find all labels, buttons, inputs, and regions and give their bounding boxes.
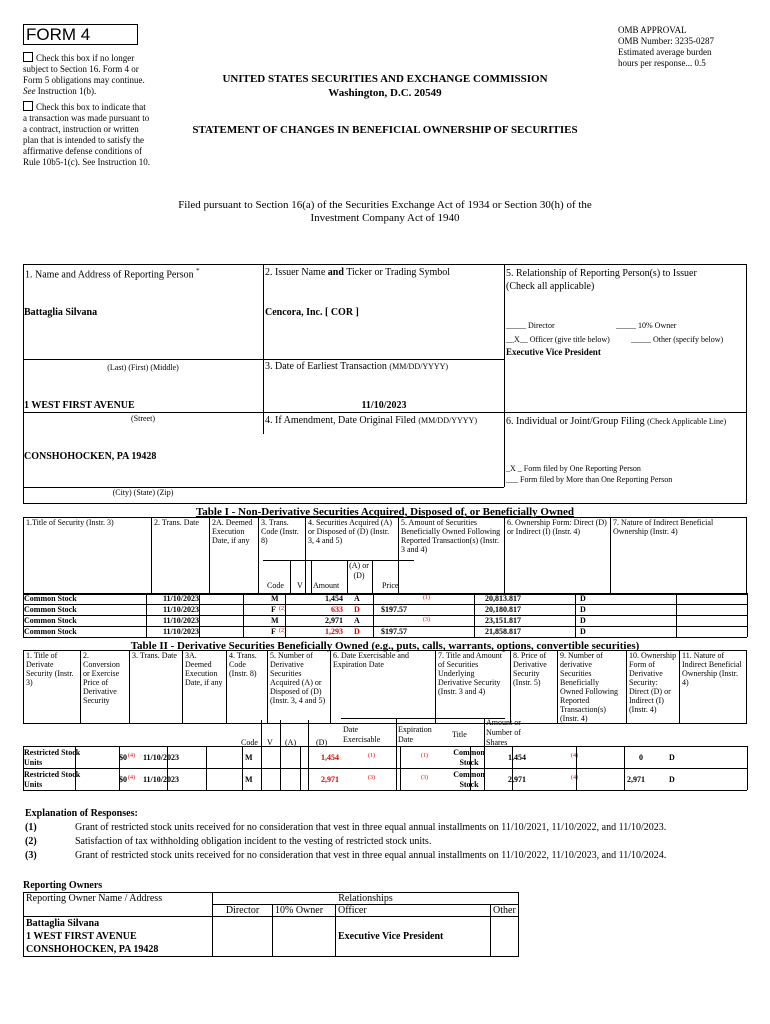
- sec-name: UNITED STATES SECURITIES AND EXCHANGE COMMISSION: [222, 73, 548, 85]
- row-price-footnote: (3): [423, 617, 430, 623]
- street-label: (Street): [131, 414, 155, 423]
- table2-title: Table II - Derivative Securities Beneficially Owned (e.g., puts, calls, warrants, options, convertible securities): [130, 640, 640, 652]
- t1-col-owned: 5. Amount of Securities Beneficially Owned Following Reported Transaction(s) (Instr. 3 and 4): [399, 518, 505, 595]
- row-disposed: 2,971: [321, 775, 339, 784]
- checkbox-no-longer-subject[interactable]: Check this box if no longer subject to Section 16. Form 4 or Form 5 obligations may continue. See Instruction 1(b).: [23, 53, 145, 96]
- omb-title: OMB APPROVAL: [618, 25, 687, 35]
- row-code: M: [271, 594, 279, 603]
- box2-label: 2. Issuer Name and Ticker or Trading Symbol: [265, 267, 451, 278]
- row-price-footnote: (4): [128, 775, 135, 781]
- row-code: M: [271, 616, 279, 625]
- t2-col-underlying: 7. Title and Amount of Securities Underlying Derivative Security (Instr. 3 and 4): [436, 651, 511, 724]
- statement-title: STATEMENT OF CHANGES IN BENEFICIAL OWNERSHIP OF SECURITIES: [192, 124, 578, 136]
- row-date: 11/10/2023: [143, 753, 180, 762]
- t2-col-nature: 11. Nature of Indirect Beneficial Ownership (Instr. 4): [680, 651, 747, 724]
- row-title: Common Stock: [24, 594, 77, 603]
- row-underlying-title: Common Stock: [453, 748, 485, 767]
- row-form: D: [669, 753, 675, 762]
- owner-address-cell: [24, 917, 213, 957]
- t2-col-form: 10. Ownership Form of Derivative Security: Direct (D) or Indirect (I) (Instr. 4): [627, 651, 680, 724]
- row-title: Common Stock: [24, 616, 77, 625]
- row-code: F: [271, 605, 276, 614]
- t1-sub-code: Code: [267, 581, 284, 590]
- row-owned: 23,151.817: [485, 616, 521, 625]
- row-form: D: [580, 616, 586, 625]
- row-underlying-amount: 2,971: [508, 775, 526, 784]
- row-exercisable: (3): [368, 775, 375, 781]
- row-underlying-title: Common Stock: [453, 770, 485, 789]
- owner-street: 1 WEST FIRST AVENUE: [26, 931, 137, 942]
- row-form: D: [669, 775, 675, 784]
- officer-title: Executive Vice President: [506, 347, 601, 357]
- t2-sub-d: (D): [316, 738, 328, 747]
- t1-col-code: 3. Trans. Code (Instr. 8): [259, 518, 306, 595]
- row-owned: 21,858.817: [485, 627, 521, 636]
- explanation-item: [25, 850, 760, 864]
- row-form: D: [580, 627, 586, 636]
- row-owned: 2,971: [627, 775, 645, 784]
- t2-sub-expiration: Expiration Date: [398, 725, 432, 744]
- row-exercisable: (1): [368, 753, 375, 759]
- row-price: $0: [119, 753, 127, 762]
- sec-city: Washington, D.C. 20549: [328, 87, 442, 99]
- explanation-item: [25, 836, 760, 850]
- row-expiration: (3): [421, 775, 428, 781]
- owner-officer: Executive Vice President: [336, 917, 491, 957]
- box4-label: 4. If Amendment, Date Original Filed (MM/DD/YYYY): [265, 415, 477, 426]
- t2-sub-amount: Amount or Number of Shares: [486, 718, 521, 747]
- filing-more: ___ Form filed by More than One Reporting Person: [506, 475, 673, 484]
- row-expiration: (1): [421, 753, 428, 759]
- omb-burden: Estimated average burden: [618, 47, 712, 57]
- t1-col-title: 1.Title of Security (Instr. 3): [24, 518, 152, 595]
- owner-name: Battaglia Silvana: [26, 918, 100, 929]
- city-line: CONSHOHOCKEN, PA 19428: [24, 451, 157, 462]
- row-aord: A: [354, 616, 360, 625]
- row-amount: 2,971: [325, 616, 343, 625]
- row-owned: 20,813.817: [485, 594, 521, 603]
- omb-number: OMB Number: 3235-0287: [618, 36, 714, 46]
- checkbox-10b5-1[interactable]: Check this box to indicate that a transaction was made pursuant to a contract, instruction or written plan that is intended to satisfy the affirmative defense conditions of Rule 10b5-1(c). See Instruction 10.: [23, 102, 150, 167]
- row-price: $197.57: [381, 605, 407, 614]
- t1-col-nature: 7. Nature of Indirect Beneficial Ownership (Instr. 4): [611, 518, 747, 595]
- t2-col-number: 5. Number of Derivative Securities Acquired (A) or Disposed of (D) (Instr. 3, 4 and 5): [268, 651, 331, 724]
- owners-title: Reporting Owners: [23, 880, 103, 891]
- owners-col-director: Director: [213, 905, 273, 917]
- row-title: Common Stock: [24, 605, 77, 614]
- rel-officer: __X__ Officer (give title below): [506, 335, 610, 344]
- row-aord: A: [354, 594, 360, 603]
- row-title: Common Stock: [24, 627, 77, 636]
- row-aord: D: [354, 627, 360, 636]
- owner-city: CONSHOHOCKEN, PA 19428: [26, 944, 159, 955]
- row-form: D: [580, 594, 586, 603]
- row-underlying-amount: 1,454: [508, 753, 526, 762]
- row-price: $197.57: [381, 627, 407, 636]
- row-amount: 1,454: [325, 594, 343, 603]
- t2-sub-code: Code: [241, 738, 258, 747]
- rel-other: _____ Other (specify below): [631, 335, 724, 344]
- filing-one: _X _ Form filed by One Reporting Person: [506, 464, 641, 473]
- reporter-name: Battaglia Silvana: [24, 307, 98, 318]
- t2-col-price: 2. Conversion or Exercise Price of Derivative Security: [81, 651, 130, 724]
- row-price: $0: [119, 775, 127, 784]
- name-parts-label: (Last) (First) (Middle): [107, 363, 179, 372]
- rel-10pct: _____ 10% Owner: [616, 321, 677, 330]
- row-code-footnote: (2): [279, 606, 286, 612]
- t1-sub-amount: Amount: [313, 581, 340, 590]
- t2-col-title: 1. Title of Derivate Security (Instr. 3): [24, 651, 81, 724]
- row-code: M: [245, 775, 253, 784]
- table-row: [23, 768, 747, 791]
- filed-pursuant-2: Investment Company Act of 1940: [310, 212, 460, 224]
- row-owned: 0: [639, 753, 643, 762]
- box3-label: 3. Date of Earliest Transaction (MM/DD/YYYY): [265, 361, 449, 372]
- filed-pursuant-1: Filed pursuant to Section 16(a) of the Securities Exchange Act of 1934 or Section 30(h) of the: [178, 199, 592, 211]
- explanation-text: Grant of restricted stock units received for no consideration that vest in three equal annual installments on 11/10/2021, 11/10/2022, and 11/10/2023.: [75, 822, 667, 833]
- row-price-fn: (4): [571, 753, 578, 759]
- rel-director: _____ Director: [506, 321, 555, 330]
- owners-col-10pct: 10% Owner: [273, 905, 336, 917]
- checkbox-icon[interactable]: [23, 101, 33, 111]
- row-date: 11/10/2023: [143, 775, 180, 784]
- t1-sub-aord: (A) or (D): [349, 561, 369, 580]
- owners-col-rel: Relationships: [213, 893, 519, 905]
- issuer-name: Cencora, Inc. [ COR ]: [265, 307, 359, 318]
- t1-col-deemed: 2A. Deemed Execution Date, if any: [210, 518, 259, 595]
- t2-col-date: 3. Trans. Date: [130, 651, 183, 724]
- row-date: 11/10/2023: [163, 594, 200, 603]
- t2-col-dates: 6. Date Exercisable and Expiration Date: [331, 651, 436, 724]
- omb-approval: [618, 25, 714, 69]
- t2-sub-exercisable: Date Exercisable: [343, 725, 381, 744]
- city-label: (City) (State) (Zip): [112, 488, 174, 497]
- omb-hours: hours per response... 0.5: [618, 58, 706, 68]
- checkbox-icon[interactable]: [23, 52, 33, 62]
- t2-col-deriv-price: 8. Price of Derivative Security (Instr. 5): [511, 651, 558, 724]
- t1-col-acquired: 4. Securities Acquired (A) or Disposed of (D) (Instr. 3, 4 and 5): [306, 518, 399, 595]
- owners-col-name: Reporting Owner Name / Address: [24, 893, 213, 917]
- explanation-list: [25, 822, 760, 864]
- table2-header: [23, 650, 747, 724]
- row-disposed: 1,454: [321, 753, 339, 762]
- explanation-title: Explanation of Responses:: [25, 808, 138, 819]
- row-title: Restricted Stock Units: [24, 748, 81, 767]
- street-address: 1 WEST FIRST AVENUE: [24, 400, 135, 411]
- box6-label: 6. Individual or Joint/Group Filing (Check Applicable Line): [506, 416, 727, 427]
- row-price-footnote: (4): [128, 753, 135, 759]
- row-code: F: [271, 627, 276, 636]
- earliest-date: 11/10/2023: [361, 400, 407, 411]
- t2-col-code: 4. Trans. Code (Instr. 8): [227, 651, 268, 724]
- row-title: Restricted Stock Units: [24, 770, 81, 789]
- form-title: FORM 4: [26, 25, 91, 44]
- t2-sub-v: V: [267, 738, 273, 747]
- row-price-footnote: (1): [423, 595, 430, 601]
- t1-col-form: 6. Ownership Form: Direct (D) or Indirect (I) (Instr. 4): [505, 518, 611, 595]
- row-owned: 20,180.817: [485, 605, 521, 614]
- explanation-number: (1): [25, 822, 37, 833]
- t1-sub-price: Price: [382, 581, 399, 590]
- row-form: D: [580, 605, 586, 614]
- explanation-item: [25, 822, 760, 836]
- row-code: M: [245, 753, 253, 762]
- row-date: 11/10/2023: [163, 627, 200, 636]
- row-code-footnote: (2): [279, 628, 286, 634]
- explanation-number: (3): [25, 850, 37, 861]
- row-amount: 1,293: [325, 627, 343, 636]
- t2-sub-a: (A): [285, 738, 297, 747]
- row-date: 11/10/2023: [163, 616, 200, 625]
- t2-sub-title: Title: [452, 730, 467, 739]
- t1-col-date: 2. Trans. Date: [152, 518, 210, 595]
- explanation-text: Grant of restricted stock units received for no consideration that vest in three equal annual installments on 11/10/2022, 11/10/2023, and 11/10/2024.: [75, 850, 667, 861]
- row-aord: D: [354, 605, 360, 614]
- row-date: 11/10/2023: [163, 605, 200, 614]
- t2-col-deemed: 3A. Deemed Execution Date, if any: [183, 651, 227, 724]
- table-row: [23, 746, 747, 769]
- row-price-fn: (4): [571, 775, 578, 781]
- t2-col-owned: 9. Number of derivative Securities Beneficially Owned Following Reported Transaction(s) (Instr. 4): [558, 651, 627, 724]
- explanation-text: Satisfaction of tax withholding obligation incident to the vesting of restricted stock units.: [75, 836, 432, 847]
- box5-label: 5. Relationship of Reporting Person(s) to Issuer (Check all applicable): [506, 268, 697, 292]
- row-amount: 633: [331, 605, 343, 614]
- owners-col-officer: Officer: [336, 905, 491, 917]
- t1-sub-v: V: [297, 581, 303, 590]
- owners-col-other: Other: [491, 905, 519, 917]
- box1-label: 1. Name and Address of Reporting Person *: [25, 267, 200, 281]
- table1-title: Table I - Non-Derivative Securities Acquired, Disposed of, or Beneficially Owned: [195, 506, 575, 518]
- explanation-number: (2): [25, 836, 37, 847]
- owners-table: [23, 892, 519, 957]
